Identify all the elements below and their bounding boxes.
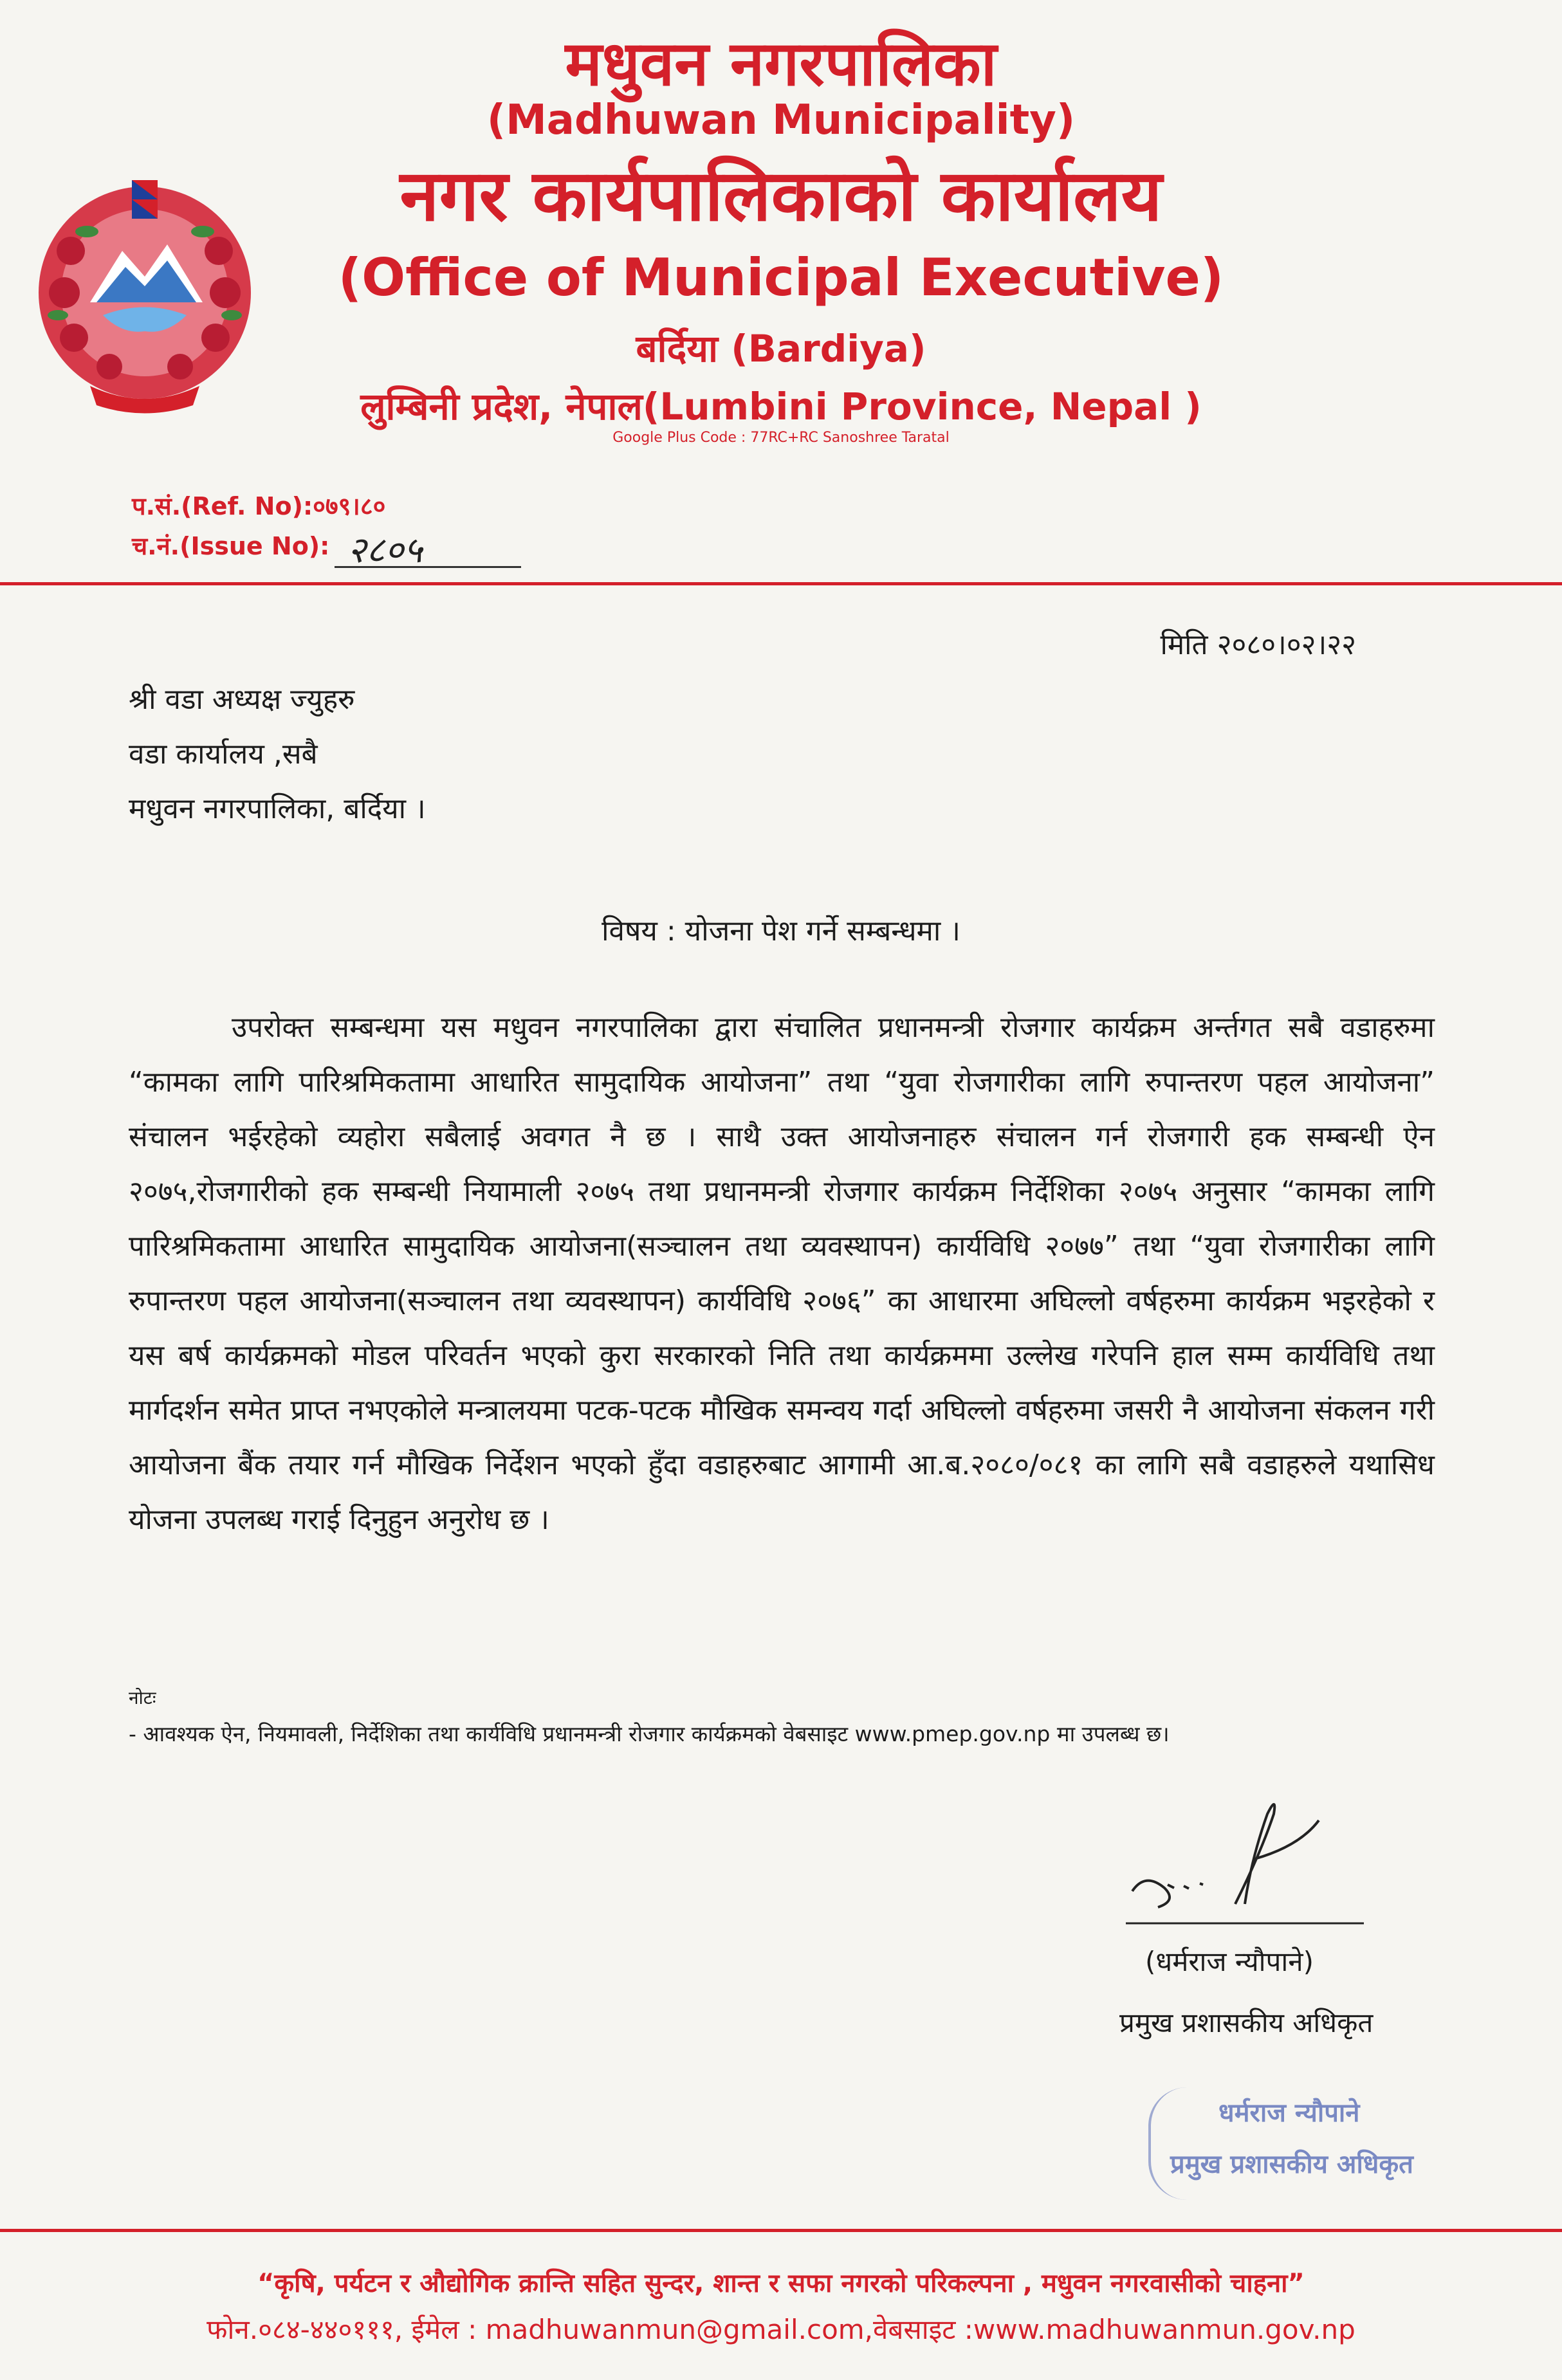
issue-underline xyxy=(335,566,521,568)
issue-number-value: २८०५ xyxy=(347,529,423,571)
recipient-line-1: श्री वडा अध्यक्ष ज्युहरु xyxy=(129,683,355,716)
municipality-name-nepali: मधुवन नगरपालिका xyxy=(565,28,997,100)
footer-slogan: “कृषि, पर्यटन र औद्योगिक क्रान्ति सहित सुन्दर, शान्त र सफा नगरको परिकल्पना , मधुवन नगरवासीको चाहना” xyxy=(257,2269,1305,2298)
reference-number: प.सं.(Ref. No):०७९।८० xyxy=(132,492,386,520)
municipality-name-english: (Madhuwan Municipality) xyxy=(486,96,1076,144)
recipient-line-3: मधुवन नगरपालिका, बर्दिया । xyxy=(129,792,426,825)
signatory-name: (धर्मराज न्यौपाने) xyxy=(1145,1946,1314,1977)
office-name-english: (Office of Municipal Executive) xyxy=(338,248,1224,307)
letter-subject: विषय : योजना पेश गर्ने सम्बन्धमा । xyxy=(602,915,960,947)
signatory-title: प्रमुख प्रशासकीय अधिकृत xyxy=(1119,2007,1374,2038)
province-name: लुम्बिनी प्रदेश, नेपाल(Lumbini Province, Nepal ) xyxy=(360,385,1202,428)
letter-date: मिति २०८०।०२।२२ xyxy=(1160,628,1356,661)
footer-contact: फोन.०८४-४४०१११, ईमेल : madhuwanmun@gmail.com,वेबसाइट :www.madhuwanmun.gov.np xyxy=(207,2314,1355,2345)
issue-number-label: च.नं.(Issue No): xyxy=(132,532,330,560)
header-divider xyxy=(0,582,1562,585)
note-text: - आवश्यक ऐन, नियमावली, निर्देशिका तथा कार्यविधि प्रधानमन्त्री रोजगार कार्यक्रमको वेबसाइट www.pmep.gov.np मा उपलब्ध छ। xyxy=(129,1721,1170,1746)
letter-body: उपरोक्त सम्बन्धमा यस मधुवन नगरपालिका द्वारा संचालित प्रधानमन्त्री रोजगार कार्यक्रम अर्न्तगत सबै वडाहरुमा “कामका लागि पारिश्रमिकतामा आधारित सामुदायिक आयोजना” तथा “युवा रोजगारीका लागि रुपान्तरण पहल आयोजना” संचालन भईरहेको व्यहोरा सबैलाई अवगत नै छ । साथै उक्त आयोजनाहरु संचालन गर्न रोजगारी हक सम्बन्धी ऐन २०७५,रोजगारीको हक सम्बन्धी नियामाली २०७५ तथा प्रधानमन्त्री रोजगार कार्यक्रम निर्देशिका २०७५ अनुसार “कामका लागि पारिश्रमिकतामा आधारित सामुदायिक आयोजना(सञ्चालन तथा व्यवस्थापन) कार्यविधि २०७७” तथा “युवा रोजगारीका लागि रुपान्तरण पहल आयोजना(सञ्चालन तथा व्यवस्थापन) कार्यविधि २०७६” का आधारमा अघिल्लो वर्षहरुमा कार्यक्रम भइरहेको र यस बर्ष कार्यक्रमको मोडल परिवर्तन भएको कुरा सरकारको निति तथा कार्यक्रममा उल्लेख गरेपनि हाल सम्म कार्यविधि तथा मार्गदर्शन समेत प्राप्त नभएकोले मन्त्रालयमा पटक-पटक मौखिक समन्वय गर्दा अघिल्लो वर्षहरुमा जसरी नै आयोजना संकलन गरी आयोजना बैंक तयार गर्न मौखिक निर्देशन भएको हुँदा वडाहरुबाट आगामी आ.ब.२०८०/०८१ का लागि सबै वडाहरुले यथासिध योजना उपलब्ध गराई दिनुहुन अनुरोध छ । xyxy=(129,1011,1435,1536)
note-label: नोटः xyxy=(129,1687,156,1708)
google-plus-code: Google Plus Code : 77RC+RC Sanoshree Taratal xyxy=(612,430,950,446)
footer-divider xyxy=(0,2229,1562,2232)
office-name-nepali: नगर कार्यपालिकाको कार्यालय xyxy=(400,154,1162,237)
stamp-title: प्रमुख प्रशासकीय अधिकृत xyxy=(1170,2150,1413,2179)
handwritten-signature xyxy=(1107,1775,1377,1943)
official-stamp xyxy=(1148,2087,1511,2200)
district-name: बर्दिया (Bardiya) xyxy=(636,327,926,371)
stamp-name: धर्मराज न्यौपाने xyxy=(1218,2098,1360,2128)
recipient-line-2: वडा कार्यालय ,सबै xyxy=(129,738,318,771)
